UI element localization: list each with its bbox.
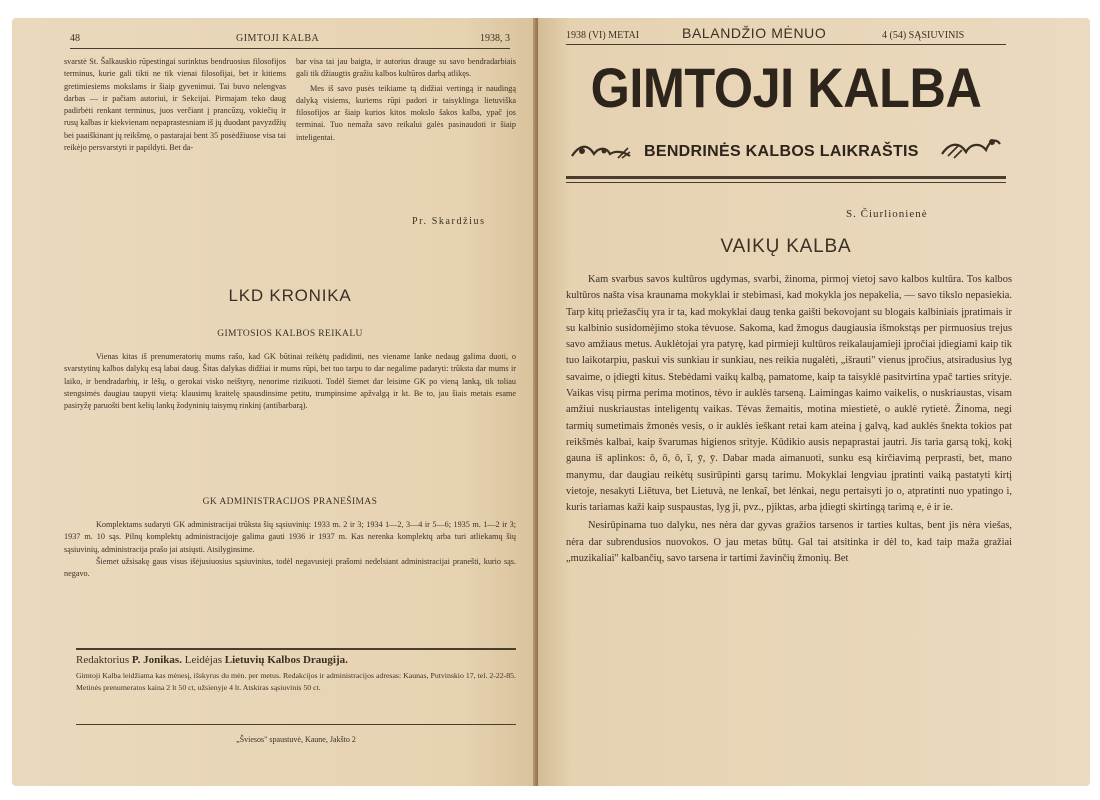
subsection-2-title: GK ADMINISTRACIJOS PRANEŠIMAS	[202, 497, 378, 507]
article-signature: Pr. Skardžius	[412, 216, 486, 227]
masthead-bottom-rule-thick	[566, 176, 1006, 179]
left-header-rule	[70, 48, 510, 49]
article-paragraph-2: Nesirūpinama tuo dalyku, nes nėra dar gyvas gražios tarsenos ir tarties kultas, bent jis nėra viešas, nėra dar subrendusios nuovokos. O jau metas būtų. Gal tai atsitinka ir dėl to, kad taip maža gražiai „muzikaliai" kalbančių, savo tarsena ir tartimi žavinčių žmonių. Bet	[566, 520, 1012, 565]
article-paragraph-1: Kam svarbus savos kultūros ugdymas, svarbi, žinoma, pirmoj vietoj savo kalbos kultūra. Tos kalbos kultūros našta visa kraunama mokyklai ir stebimasi, kad mokykla jos nepakelia, — savo tikslo nepasiekia. Tarp kitų priežasčių yra ir ta, kad mokyklai daug tenka gaišti bekovojant su blogais kalbiniais įpratimais ir su kalbinio susidomėjimo stoka tėvuose. Sakoma, kad žmogus daugiausia išmokstąs per pirmuosius trejus savo amžiaus metus. Auklėtojai yra patyrę, kad pirmieji kultūros reikalaujamieji įpročiai įdiegiami kaip tik tuo laikotarpiu, paskui vis sunkiau ir sunkiau, nes reikia nugalėti, „išrauti" vienus įpročius, atsiradusius lyg savaime, o įdiegti kitus. Stebėdami vaikų kalbą, pamatome, kaip ta taisyklė pasitvirtina ypač tarties srityje. Vaikas visų pirma perima motinos, tėvo ir auklės tarseną. Laimingas kaimo vaikelis, o nuskriaustas, visam amžiui nuskriaustas inteligentų vaikas. Tėvas žemaitis, motina miestietė, o auklė rytietė. Žinoma, negi tarmių sumetimais žmonės vesis, o ir auklės ieškant retai kam ateina į galvą, kad auklės šnekta tokios pat reikšmės kalbai, kaip švarumas higienos srityje. Kūdikio ausis nepaprastai jautri. Jis taria garsą tokį, kokį gauna iš aplinkos: ō, ō, ō, ī, ȳ, ȳ. Dabar mada aimanuoti, sunku esą kirčiavimą perprasti, bet, mano manymu, dar daugiau reikėtų susirūpinti garsų tarimu. Mokyklai lengviau įpratinti vaiką pastatyti kirtį vietoje, nesakyti Liẽtuva, bet Lietuvà, ne lenkaĩ, bet lénkai, negu pertaisyti jo o, atpratinti nuo ypatingo i, kuris tariamas kaži kaip suspaustas, lyg ji, pvz., pjiktas, arba įdiegti skirtingą tarimą e, ė ir ie.	[566, 274, 1012, 514]
running-head-issue: 1938, 3	[480, 33, 510, 44]
subsection-1-text: Vienas kitas iš prenumeratorių mums rašo, kad GK būtinai reikėtų padidinti, nes viename lanke nedaug galima duoti, o svarstytinų kalbos dalykų esą labai daug. Šitas dalykas didžiai ir mums rūpi, bet tuo tarpu to dar negalime padaryti: trūksta dar mums ir laiko, ir bendradarbių, ir lėšų, o gerokai visko neištyrę, nenorime rizikuoti. Todėl šiemet dar leisime GK po vieną lanką, tik toliau stengsimės daugiau taupyti vietą: klausimų kraitelę spausdinsime petitu, trumpinsime apžvalgą ir kt. Be to, jau šiais metais esame pasiryžę paruošti bent kelių lankų žodyninių taisymų rinkinį (antibarbarą).	[64, 352, 516, 411]
masthead-bottom-rule-thin	[566, 182, 1006, 183]
footer-details: Gimtoji Kalba leidžiama kas mėnesį, išskyrus du mėn. per metus. Redakcijos ir administracijos adresas: Kaunas, Putvinskio 17, tel. 2-22-85. Metinės prenumeratos kaina 2 lt 50 ct, užsienyje 4 lt. Atskiras sąsiuvinis 50 ct.	[76, 671, 516, 692]
article-author: S. Čiurlionienė	[846, 208, 928, 220]
editor-name: P. Jonikas.	[131, 654, 182, 666]
editor-label: Redaktorius	[76, 654, 130, 666]
publisher-name: Lietuvių Kalbos Draugija.	[224, 654, 348, 666]
left-running-head	[70, 33, 510, 47]
issue-month: BALANDŽIO MĖNUO	[682, 25, 827, 41]
subsection-2-paragraph-1: Komplektams sudaryti GK administracijai trūksta šių sąsiuvinių: 1933 m. 2 ir 3; 1934 1—2, 3—4 ir 5—6; 1935 m. 1—2 ir 3; 1937 m. 10 sąs. Pilnų komplektų administracijoje galima gauti 1936 ir 1937 m. Kas nerenka komplektų arba turi atliekamų šių sąsiuvinių, administracija prašo jai atsiųsti. Atsilyginsime.	[64, 520, 516, 554]
left-column-1: svarstė St. Šalkauskio rūpestingai surinktus bendruosius filosofijos terminus, kurie gali tikti ne tik vienai filosofijai, bet ir kitiems gretimiesiems mokslams ir šiaip gyvenimui. Tai buvo nelengvas darbas — ir pačiam autoriui, ir Sekcijai. Pirmajam teko daug padirbėti renkant terminus, juos verčiant į prancūzų, vokiečių ir rusų kalbas ir kiekvienam nepaprastesniam iš jų duodant pavyzdžių bei paaiškinant jų reikšmę, o pastarajai bent 35 posėdžiuose visa tai reikėjo persvarstyti ir papildyti. Bet da-	[64, 57, 286, 153]
article-title: VAIKŲ KALBA	[720, 236, 852, 257]
footer-rule	[76, 648, 516, 650]
ornament-left-icon	[570, 140, 632, 164]
issue-number: 4 (54) SĄSIUVINIS	[882, 30, 965, 41]
subsection-2-text	[64, 519, 516, 580]
footer-bottom-rule	[76, 724, 516, 725]
masthead-top-rule	[566, 44, 1006, 45]
page-number: 48	[70, 33, 80, 44]
col2-paragraph-1: bar visa tai jau baigta, ir autorius drauge su savo bendradarbiais gali tik džiaugtis gražiu kalbos kultūros darbą atlikęs.	[296, 57, 516, 79]
section-title: LKD KRONIKA	[228, 286, 352, 305]
left-column-2	[296, 56, 516, 144]
running-head-journal: GIMTOJI KALBA	[236, 33, 320, 44]
ornament-right-icon	[940, 134, 1002, 162]
masthead-subtitle: BENDRINĖS KALBOS LAIKRAŠTIS	[644, 143, 919, 160]
article-body	[566, 272, 1012, 567]
subsection-2-paragraph-2: Šiemet užsisakę gaus visus išėjusiuosius sąsiuvinius, todėl negavusieji prašomi nedelsiant administracijai pranešti, kurio sąs. negavo.	[64, 556, 516, 579]
masthead-title: GIMTOJI KALBA	[590, 56, 982, 119]
footer-imprint	[76, 654, 516, 666]
issue-year: 1938 (VI) METAI	[566, 30, 640, 41]
publisher-label: Leidėjas	[184, 654, 222, 666]
col2-paragraph-2: Mes iš savo pusės teikiame tą didžiai vertingą ir naudingą dalyką visiems, kuriems rūpi padori ir taisyklinga lietuviška filosofijos ar šiaip kurios kitos mokslo šakos kalba, ypač jos terminai. Tuo nemaža savo reikalui galės pasinaudoti ir šiaip inteligentai.	[296, 83, 516, 142]
printer-line: „Šviesos" spaustuvė, Kaune, Jakšto 2	[236, 735, 356, 744]
subsection-1-title: GIMTOSIOS KALBOS REIKALU	[217, 329, 363, 339]
